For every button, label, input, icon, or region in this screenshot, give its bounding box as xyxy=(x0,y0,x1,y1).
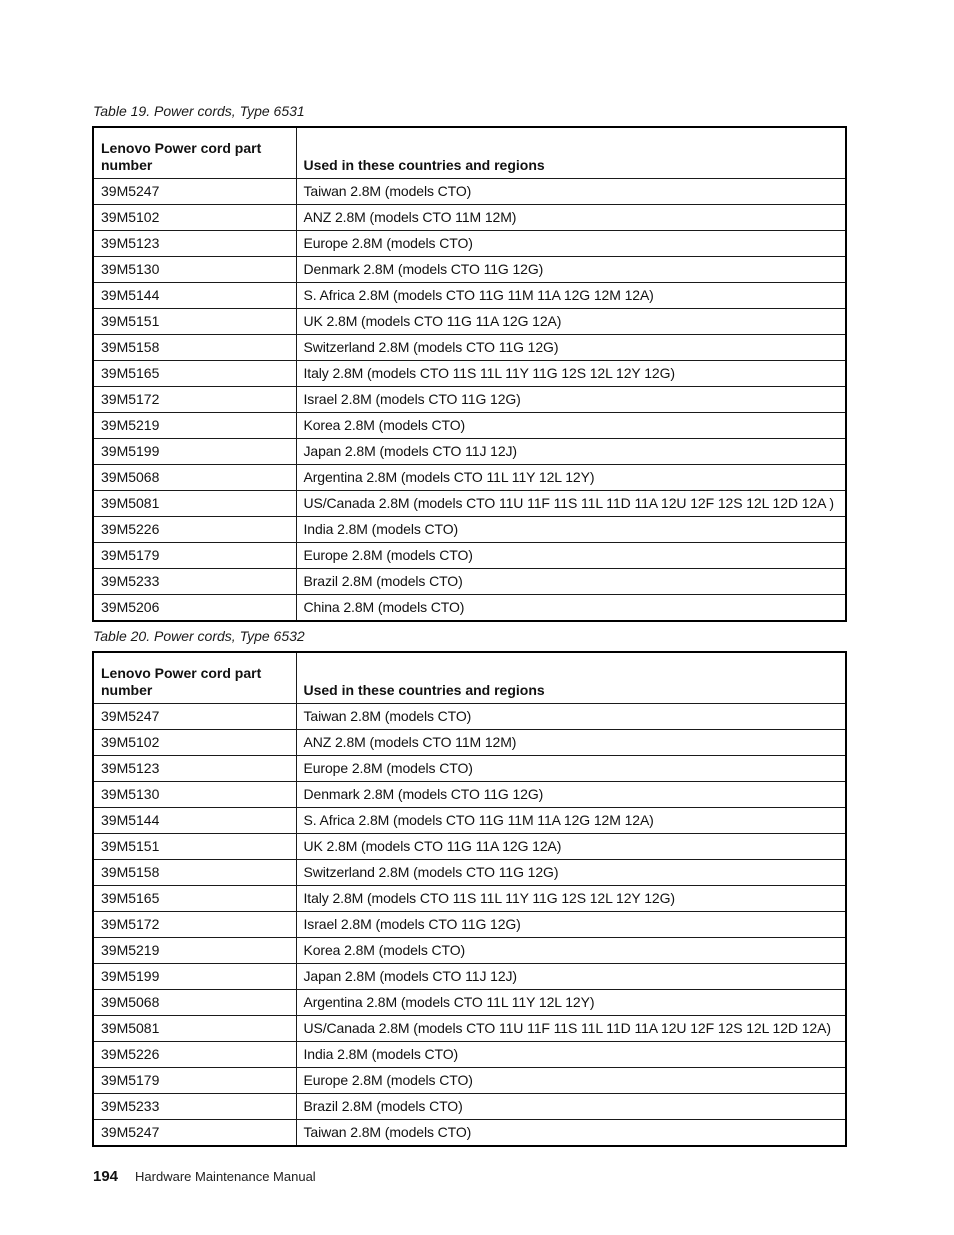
part-number-cell: 39M5226 xyxy=(93,517,296,543)
header-countries-regions: Used in these countries and regions xyxy=(296,127,846,179)
part-number-cell: 39M5247 xyxy=(93,179,296,205)
part-number-cell: 39M5123 xyxy=(93,231,296,257)
table-caption: Table 20. Power cords, Type 6532 xyxy=(93,628,305,644)
countries-regions-cell: Taiwan 2.8M (models CTO) xyxy=(296,704,846,730)
part-number-cell: 39M5233 xyxy=(93,569,296,595)
countries-regions-cell: Italy 2.8M (models CTO 11S 11L 11Y 11G 12S 12L 12Y 12G) xyxy=(296,886,846,912)
table-row xyxy=(93,309,846,335)
table-row xyxy=(93,860,846,886)
power-cord-table-6532 xyxy=(92,651,847,1147)
countries-regions-cell: India 2.8M (models CTO) xyxy=(296,517,846,543)
table-row xyxy=(93,912,846,938)
part-number-cell: 39M5130 xyxy=(93,257,296,283)
countries-regions-cell: Taiwan 2.8M (models CTO) xyxy=(296,179,846,205)
countries-regions-cell: Denmark 2.8M (models CTO 11G 12G) xyxy=(296,257,846,283)
part-number-cell: 39M5165 xyxy=(93,886,296,912)
table-row xyxy=(93,1120,846,1147)
part-number-cell: 39M5199 xyxy=(93,439,296,465)
part-number-cell: 39M5102 xyxy=(93,205,296,231)
table-row xyxy=(93,439,846,465)
table-row xyxy=(93,964,846,990)
part-number-cell: 39M5247 xyxy=(93,704,296,730)
table-row xyxy=(93,756,846,782)
part-number-cell: 39M5226 xyxy=(93,1042,296,1068)
table-row xyxy=(93,543,846,569)
countries-regions-cell: Argentina 2.8M (models CTO 11L 11Y 12L 12Y) xyxy=(296,990,846,1016)
table-row xyxy=(93,1068,846,1094)
table-row xyxy=(93,361,846,387)
countries-regions-cell: US/Canada 2.8M (models CTO 11U 11F 11S 11L 11D 11A 12U 12F 12S 12L 12D 12A ) xyxy=(296,491,846,517)
countries-regions-cell: Japan 2.8M (models CTO 11J 12J) xyxy=(296,964,846,990)
table-row xyxy=(93,569,846,595)
table-body xyxy=(93,179,846,622)
countries-regions-cell: ANZ 2.8M (models CTO 11M 12M) xyxy=(296,730,846,756)
table-row xyxy=(93,938,846,964)
part-number-cell: 39M5233 xyxy=(93,1094,296,1120)
part-number-cell: 39M5151 xyxy=(93,309,296,335)
part-number-cell: 39M5179 xyxy=(93,543,296,569)
part-number-cell: 39M5219 xyxy=(93,938,296,964)
part-number-cell: 39M5068 xyxy=(93,990,296,1016)
table-row xyxy=(93,808,846,834)
table-body xyxy=(93,704,846,1147)
page-number: 194 xyxy=(93,1168,119,1185)
table-caption: Table 19. Power cords, Type 6531 xyxy=(93,103,305,119)
table-row xyxy=(93,886,846,912)
header-part-number: Lenovo Power cord part number xyxy=(93,652,296,704)
table-row xyxy=(93,413,846,439)
countries-regions-cell: Switzerland 2.8M (models CTO 11G 12G) xyxy=(296,335,846,361)
table-row xyxy=(93,257,846,283)
table-row xyxy=(93,1042,846,1068)
countries-regions-cell: Israel 2.8M (models CTO 11G 12G) xyxy=(296,387,846,413)
countries-regions-cell: Japan 2.8M (models CTO 11J 12J) xyxy=(296,439,846,465)
table-row xyxy=(93,990,846,1016)
countries-regions-cell: Europe 2.8M (models CTO) xyxy=(296,1068,846,1094)
table-row xyxy=(93,1016,846,1042)
countries-regions-cell: UK 2.8M (models CTO 11G 11A 12G 12A) xyxy=(296,834,846,860)
part-number-cell: 39M5068 xyxy=(93,465,296,491)
table-row xyxy=(93,231,846,257)
countries-regions-cell: Switzerland 2.8M (models CTO 11G 12G) xyxy=(296,860,846,886)
part-number-cell: 39M5158 xyxy=(93,335,296,361)
table-row xyxy=(93,730,846,756)
part-number-cell: 39M5172 xyxy=(93,387,296,413)
table-header-row xyxy=(93,127,846,179)
countries-regions-cell: Europe 2.8M (models CTO) xyxy=(296,543,846,569)
manual-title: Hardware Maintenance Manual xyxy=(135,1169,316,1184)
table-row xyxy=(93,465,846,491)
table-row xyxy=(93,205,846,231)
table-row xyxy=(93,782,846,808)
table-row xyxy=(93,834,846,860)
countries-regions-cell: US/Canada 2.8M (models CTO 11U 11F 11S 11L 11D 11A 12U 12F 12S 12L 12D 12A) xyxy=(296,1016,846,1042)
countries-regions-cell: Italy 2.8M (models CTO 11S 11L 11Y 11G 12S 12L 12Y 12G) xyxy=(296,361,846,387)
countries-regions-cell: S. Africa 2.8M (models CTO 11G 11M 11A 12G 12M 12A) xyxy=(296,808,846,834)
header-part-number: Lenovo Power cord part number xyxy=(93,127,296,179)
part-number-cell: 39M5165 xyxy=(93,361,296,387)
countries-regions-cell: ANZ 2.8M (models CTO 11M 12M) xyxy=(296,205,846,231)
part-number-cell: 39M5130 xyxy=(93,782,296,808)
part-number-cell: 39M5081 xyxy=(93,491,296,517)
part-number-cell: 39M5247 xyxy=(93,1120,296,1147)
part-number-cell: 39M5158 xyxy=(93,860,296,886)
part-number-cell: 39M5199 xyxy=(93,964,296,990)
page-footer xyxy=(93,1168,316,1186)
countries-regions-cell: Korea 2.8M (models CTO) xyxy=(296,938,846,964)
countries-regions-cell: Europe 2.8M (models CTO) xyxy=(296,756,846,782)
table-row xyxy=(93,1094,846,1120)
part-number-cell: 39M5179 xyxy=(93,1068,296,1094)
table-row xyxy=(93,283,846,309)
countries-regions-cell: Europe 2.8M (models CTO) xyxy=(296,231,846,257)
countries-regions-cell: Brazil 2.8M (models CTO) xyxy=(296,1094,846,1120)
countries-regions-cell: Korea 2.8M (models CTO) xyxy=(296,413,846,439)
part-number-cell: 39M5144 xyxy=(93,283,296,309)
power-cord-table-6531 xyxy=(92,126,847,622)
table-row xyxy=(93,704,846,730)
part-number-cell: 39M5123 xyxy=(93,756,296,782)
countries-regions-cell: Argentina 2.8M (models CTO 11L 11Y 12L 12Y) xyxy=(296,465,846,491)
countries-regions-cell: Brazil 2.8M (models CTO) xyxy=(296,569,846,595)
countries-regions-cell: Taiwan 2.8M (models CTO) xyxy=(296,1120,846,1147)
countries-regions-cell: China 2.8M (models CTO) xyxy=(296,595,846,622)
countries-regions-cell: India 2.8M (models CTO) xyxy=(296,1042,846,1068)
part-number-cell: 39M5102 xyxy=(93,730,296,756)
table-row xyxy=(93,491,846,517)
header-countries-regions: Used in these countries and regions xyxy=(296,652,846,704)
table-header-row xyxy=(93,652,846,704)
part-number-cell: 39M5219 xyxy=(93,413,296,439)
countries-regions-cell: Denmark 2.8M (models CTO 11G 12G) xyxy=(296,782,846,808)
table-row xyxy=(93,517,846,543)
table-row xyxy=(93,179,846,205)
table-row xyxy=(93,595,846,622)
countries-regions-cell: S. Africa 2.8M (models CTO 11G 11M 11A 12G 12M 12A) xyxy=(296,283,846,309)
part-number-cell: 39M5151 xyxy=(93,834,296,860)
countries-regions-cell: Israel 2.8M (models CTO 11G 12G) xyxy=(296,912,846,938)
part-number-cell: 39M5172 xyxy=(93,912,296,938)
part-number-cell: 39M5081 xyxy=(93,1016,296,1042)
part-number-cell: 39M5144 xyxy=(93,808,296,834)
part-number-cell: 39M5206 xyxy=(93,595,296,622)
countries-regions-cell: UK 2.8M (models CTO 11G 11A 12G 12A) xyxy=(296,309,846,335)
table-row xyxy=(93,387,846,413)
table-row xyxy=(93,335,846,361)
